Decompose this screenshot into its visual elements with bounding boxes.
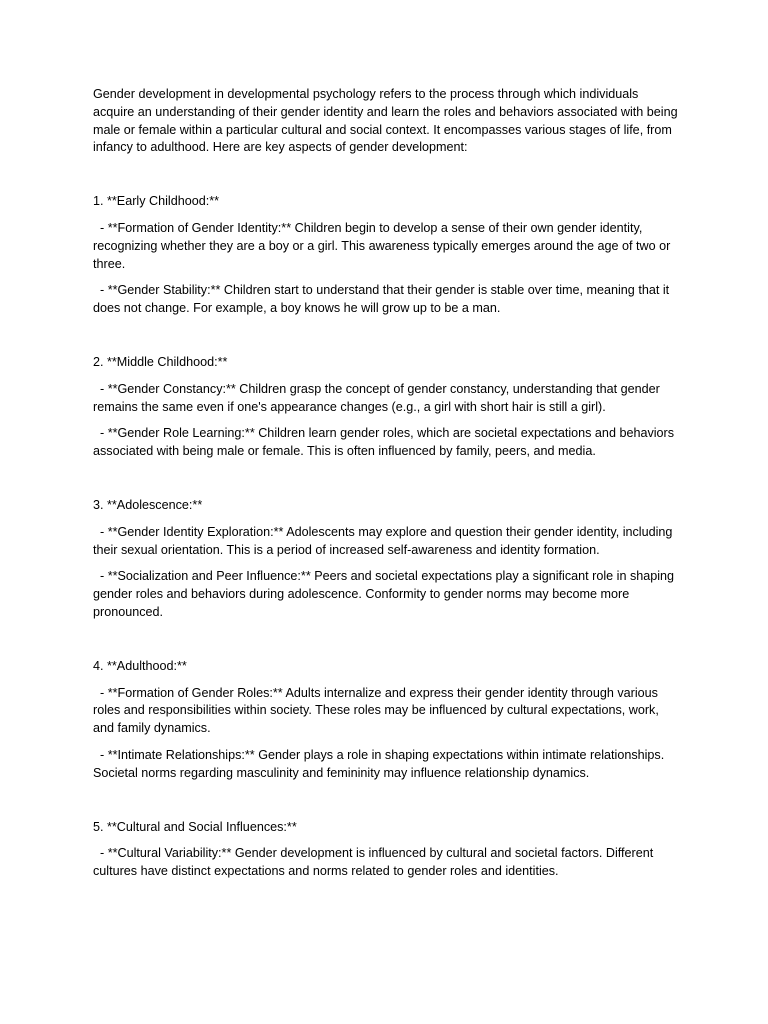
section-heading: 1. **Early Childhood:** [93, 194, 220, 209]
section-item: - **Cultural Variability:** Gender development is influenced by cultural and societal factors. Different cultures have distinct expectations and norms related to gender roles and identities. [93, 846, 654, 879]
section-cultural-social [93, 819, 683, 881]
indent-space [93, 221, 100, 235]
section-item: - **Socialization and Peer Influence:** Peers and societal expectations play a significant role in shaping gender roles and behaviors during adolescence. Conformity to gender norms may become more pronounced. [93, 569, 675, 619]
indent-space [93, 569, 100, 583]
section-early-childhood [93, 193, 683, 318]
section-heading: 2. **Middle Childhood:** [93, 354, 228, 369]
section-item: - **Gender Identity Exploration:** Adolescents may explore and question their gender identity, including their sexual orientation. This is a period of increased self-awareness and identity formation. [93, 524, 673, 557]
section-item: - **Formation of Gender Identity:** Children begin to develop a sense of their own gender identity, recognizing whether they are a boy or a girl. This awareness typically emerges around the age of two or three. [93, 220, 671, 271]
document-page [93, 86, 683, 917]
indent-space [93, 748, 100, 762]
section-heading: 5. **Cultural and Social Influences:** [93, 819, 297, 834]
indent-space [93, 382, 100, 396]
section-item: - **Gender Constancy:** Children grasp the concept of gender constancy, understanding that gender remains the same even if one's appearance changes (e.g., a girl with short hair is still a girl). [93, 381, 660, 414]
indent-space [93, 283, 100, 297]
section-heading: 3. **Adolescence:** [93, 497, 203, 512]
section-heading: 4. **Adulthood:** [93, 658, 187, 673]
indent-space [93, 846, 100, 860]
section-adolescence [93, 497, 683, 622]
section-adulthood [93, 658, 683, 783]
section-middle-childhood [93, 354, 683, 461]
section-item: - **Formation of Gender Roles:** Adults internalize and express their gender identity through various roles and responsibilities within society. These roles may be influenced by cultural expectations, work, and family dynamics. [93, 685, 659, 736]
indent-space [93, 426, 100, 440]
section-item: - **Intimate Relationships:** Gender plays a role in shaping expectations within intimate relationships. Societal norms regarding masculinity and femininity may influence relationship dynamics. [93, 747, 665, 780]
section-item: - **Gender Stability:** Children start to understand that their gender is stable over time, meaning that it does not change. For example, a boy knows he will grow up to be a man. [93, 283, 670, 316]
section-item: - **Gender Role Learning:** Children learn gender roles, which are societal expectations and behaviors associated with being male or female. This is often influenced by family, peers, and media. [93, 426, 675, 459]
intro-paragraph: Gender development in developmental psychology refers to the process through which individuals acquire an understanding of their gender identity and learn the roles and behaviors associated with being male or female within a particular cultural and social context. It encompasses various stages of life, from infancy to adulthood. Here are key aspects of gender development: [93, 87, 678, 155]
indent-space [93, 686, 100, 700]
indent-space [93, 525, 100, 539]
